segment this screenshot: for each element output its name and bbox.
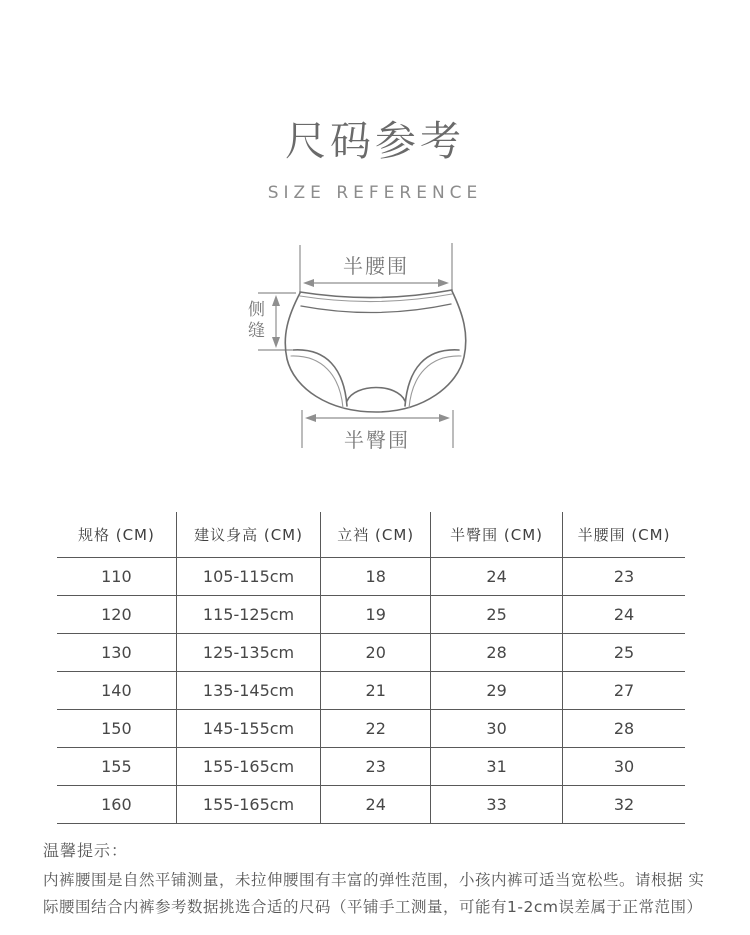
size-diagram	[230, 232, 502, 470]
half-waist-label: 半腰围	[343, 254, 409, 278]
table-header-row	[57, 512, 685, 557]
table-row	[57, 747, 685, 785]
table-cell: 145-155cm	[176, 709, 320, 747]
size-table	[57, 512, 685, 824]
side-seam-label: 侧缝	[244, 300, 264, 342]
table-cell: 33	[431, 785, 563, 823]
table-cell: 24	[431, 557, 563, 595]
title-block	[0, 108, 750, 203]
table-cell: 24	[321, 785, 431, 823]
table-cell: 28	[431, 633, 563, 671]
arrowhead-up	[272, 295, 280, 306]
tips-body: 内裤腰围是自然平铺测量，未拉伸腰围有丰富的弹性范围，小孩内裤可适当宽松些。请根据 实际腰围结合内裤参考数据挑选合适的尺码（平铺手工测量，可能有1-2cm误差属于正常范围）	[43, 871, 705, 916]
arrowhead-down	[272, 337, 280, 348]
arrowhead-left	[305, 414, 316, 422]
table-cell: 130	[57, 633, 176, 671]
warm-tips-section	[43, 838, 711, 921]
col-header-rise: 立裆 (CM)	[321, 512, 431, 557]
gusset-arch	[347, 388, 405, 402]
table-cell: 23	[321, 747, 431, 785]
arrowhead-right	[439, 414, 450, 422]
col-header-spec: 规格 (CM)	[57, 512, 176, 557]
table-cell: 155-165cm	[176, 785, 320, 823]
table-cell: 30	[431, 709, 563, 747]
table-cell: 23	[563, 557, 685, 595]
tips-heading: 温馨提示：	[43, 841, 129, 860]
waistband-top-edge	[300, 290, 452, 298]
table-cell: 24	[563, 595, 685, 633]
table-cell: 135-145cm	[176, 671, 320, 709]
table-cell: 120	[57, 595, 176, 633]
table-cell: 19	[321, 595, 431, 633]
waistband-bottom-edge	[301, 304, 451, 313]
half-hip-label: 半臀围	[344, 428, 410, 452]
briefs-outline-group	[285, 290, 466, 412]
table-cell: 140	[57, 671, 176, 709]
page-subtitle: SIZE REFERENCE	[267, 183, 483, 203]
table-cell: 155	[57, 747, 176, 785]
table-cell: 28	[563, 709, 685, 747]
table-row	[57, 785, 685, 823]
table-cell: 25	[563, 633, 685, 671]
leg-opening-left	[293, 350, 347, 406]
table-cell: 105-115cm	[176, 557, 320, 595]
table-row	[57, 557, 685, 595]
col-header-height: 建议身高 (CM)	[176, 512, 320, 557]
col-header-half-waist: 半腰围 (CM)	[563, 512, 685, 557]
table-cell: 22	[321, 709, 431, 747]
table-cell: 18	[321, 557, 431, 595]
table-cell: 31	[431, 747, 563, 785]
leg-trim-right	[409, 356, 461, 408]
table-cell: 150	[57, 709, 176, 747]
table-cell: 25	[431, 595, 563, 633]
table-cell: 32	[563, 785, 685, 823]
page-title: 尺码参考	[285, 117, 465, 165]
table-cell: 30	[563, 747, 685, 785]
table-cell: 125-135cm	[176, 633, 320, 671]
table-cell: 29	[431, 671, 563, 709]
table-row	[57, 595, 685, 633]
table-cell: 110	[57, 557, 176, 595]
table-row	[57, 671, 685, 709]
table-cell: 115-125cm	[176, 595, 320, 633]
table-cell: 160	[57, 785, 176, 823]
table-row	[57, 633, 685, 671]
table-row	[57, 709, 685, 747]
table-cell: 155-165cm	[176, 747, 320, 785]
arrowhead-left	[303, 279, 314, 287]
table-cell: 21	[321, 671, 431, 709]
col-header-half-hip: 半臀围 (CM)	[431, 512, 563, 557]
arrowhead-right	[438, 279, 449, 287]
table-cell: 27	[563, 671, 685, 709]
table-cell: 20	[321, 633, 431, 671]
